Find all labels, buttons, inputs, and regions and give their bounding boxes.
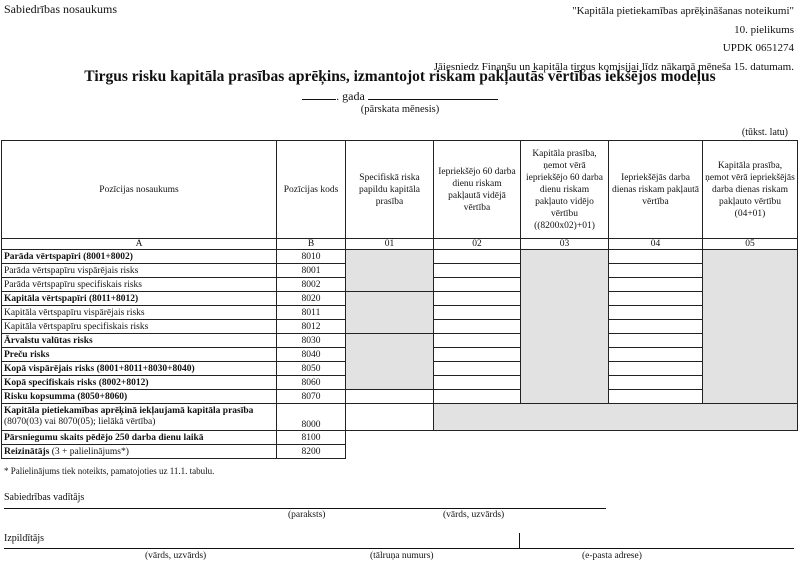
input-cell[interactable] (434, 306, 521, 320)
row-name: Pārsniegumu skaits pēdējo 250 darba dienu laikā (2, 431, 277, 445)
name-caption: (vārds, uzvārds) (443, 510, 505, 520)
table-row (2, 404, 798, 431)
row-name: Parāda vērtspapīru vispārējais risks (2, 264, 277, 278)
page-title: Tirgus risku kapitāla prasības aprēķins, izmantojot riskam pakļautās vērtības iekšējos modeļus (84, 68, 716, 85)
appendix-number: 10. pielikums (734, 23, 794, 36)
executor-line[interactable] (4, 548, 794, 549)
col-header-04: Iepriekšējās darba dienas riskam pakļautā vērtība (609, 141, 703, 239)
input-cell[interactable] (434, 292, 521, 306)
row-name: Parāda vērtspapīri (8001+8002) (2, 250, 277, 264)
executor-label: Izpildītājs (4, 533, 44, 544)
col-number-03: 03 (521, 239, 609, 250)
shaded-cell (346, 292, 434, 334)
form-code: UPDK 0651274 (722, 42, 794, 54)
row-code: 8010 (277, 250, 346, 264)
row-code: 8020 (277, 292, 346, 306)
email-caption: (e-pasta adrese) (582, 551, 642, 561)
input-cell[interactable] (346, 404, 434, 431)
row-code: 8012 (277, 320, 346, 334)
row-name-bold: Kapitāla pietiekamības aprēķinā iekļaujamā kapitāla prasība (4, 406, 254, 416)
col-header-02: Iepriekšējo 60 darba dienu riskam pakļautā vidējā vērtība (434, 141, 521, 239)
shaded-cell (434, 404, 798, 431)
company-name-label: Sabiedrības nosaukums (4, 2, 117, 16)
row-name: Risku kopsumma (8050+8060) (2, 390, 277, 404)
input-cell[interactable] (609, 320, 703, 334)
row-code: 8001 (277, 264, 346, 278)
table-row (2, 445, 798, 459)
shaded-cell (346, 334, 434, 390)
executor-divider (519, 533, 520, 548)
report-year-line (0, 88, 800, 104)
col-number-04: 04 (609, 239, 703, 250)
month-blank[interactable] (368, 88, 498, 100)
col-number-01: 01 (346, 239, 434, 250)
col-number-05: 05 (703, 239, 798, 250)
table-row (2, 334, 798, 348)
year-suffix: . gada (336, 89, 365, 103)
row-code: 8000 (277, 404, 346, 431)
period-caption: (pārskata mēnesis) (360, 104, 440, 115)
input-cell[interactable] (609, 306, 703, 320)
manager-signature-line[interactable] (4, 508, 606, 509)
row-name-bold: Reizinātājs (4, 446, 50, 457)
row-name: Preču risks (2, 348, 277, 362)
regulation-title: "Kapitāla pietiekamības aprēķināšanas noteikumi" (572, 5, 794, 17)
row-name-rest: (3 + palielinājums*) (49, 446, 129, 457)
table-header-row (2, 141, 798, 239)
footnote: * Palielinājums tiek noteikts, pamatojoties uz 11.1. tabulu. (4, 466, 215, 476)
row-code: 8070 (277, 390, 346, 404)
input-cell[interactable] (609, 292, 703, 306)
empty-cell (346, 445, 798, 459)
signature-caption: (paraksts) (288, 510, 326, 520)
input-cell[interactable] (434, 362, 521, 376)
input-cell[interactable] (434, 320, 521, 334)
empty-cell (346, 431, 798, 445)
row-name: Kopā vispārējais risks (8001+8011+8030+8040) (2, 362, 277, 376)
shaded-cell (703, 250, 798, 404)
row-code: 8040 (277, 348, 346, 362)
input-cell[interactable] (609, 376, 703, 390)
input-cell[interactable] (434, 264, 521, 278)
row-code: 8011 (277, 306, 346, 320)
col-header-name: Pozīcijas nosaukums (2, 141, 277, 239)
row-name: Kapitāla vērtspapīri (8011+8012) (2, 292, 277, 306)
row-code: 8100 (277, 431, 346, 445)
input-cell[interactable] (346, 390, 434, 404)
row-name: Kapitāla vērtspapīru specifiskais risks (2, 320, 277, 334)
row-name: Kopā specifiskais risks (8002+8012) (2, 376, 277, 390)
submission-note: Jāiesniedz Finanšu un kapitāla tirgus komisijai līdz nākamā mēneša 15. datumam. (433, 60, 794, 73)
col-header-03: Kapitāla prasība, ņemot vērā iepriekšējo 60 darba dienu riskam pakļauto vidējo vērtību ((8200x02)+01) (521, 141, 609, 239)
row-code: 8060 (277, 376, 346, 390)
input-cell[interactable] (434, 390, 521, 404)
row-code: 8050 (277, 362, 346, 376)
col-letter-b: B (277, 239, 346, 250)
row-code: 8002 (277, 278, 346, 292)
header-block (434, 2, 794, 76)
input-cell[interactable] (434, 250, 521, 264)
table-row (2, 390, 798, 404)
row-name: Kapitāla vērtspapīru vispārējais risks (2, 306, 277, 320)
executor-name-caption: (vārds, uzvārds) (145, 551, 207, 561)
input-cell[interactable] (434, 334, 521, 348)
input-cell[interactable] (434, 348, 521, 362)
row-code: 8200 (277, 445, 346, 459)
col-header-01: Specifiskā riska papildu kapitāla prasība (346, 141, 434, 239)
input-cell[interactable] (609, 390, 703, 404)
table-row (2, 250, 798, 264)
col-letter-a: A (2, 239, 277, 250)
table-row (2, 431, 798, 445)
input-cell[interactable] (434, 376, 521, 390)
input-cell[interactable] (609, 264, 703, 278)
input-cell[interactable] (609, 348, 703, 362)
shaded-cell (346, 250, 434, 292)
row-name-rest: (8070(03) vai 8070(05); lielākā vērtība) (4, 417, 156, 427)
input-cell[interactable] (609, 278, 703, 292)
row-name: Parāda vērtspapīru specifiskais risks (2, 278, 277, 292)
year-blank[interactable] (302, 88, 336, 100)
table-row (2, 292, 798, 306)
phone-caption: (tālruņa numurs) (370, 551, 434, 561)
units-label: (tūkst. latu) (741, 127, 788, 138)
input-cell[interactable] (609, 334, 703, 348)
shaded-cell (521, 250, 609, 404)
input-cell[interactable] (609, 362, 703, 376)
manager-label: Sabiedrības vadītājs (4, 492, 85, 503)
row-name: Ārvalstu valūtas risks (2, 334, 277, 348)
row-name (2, 404, 277, 431)
table-letter-row (2, 239, 798, 250)
input-cell[interactable] (434, 278, 521, 292)
row-code: 8030 (277, 334, 346, 348)
risk-table (1, 140, 798, 459)
input-cell[interactable] (609, 250, 703, 264)
col-header-code: Pozīcijas kods (277, 141, 346, 239)
col-header-05: Kapitāla prasība, ņemot vērā iepriekšējās darba dienas riskam pakļauto vērtību (04+01) (703, 141, 798, 239)
row-name (2, 445, 277, 459)
col-number-02: 02 (434, 239, 521, 250)
